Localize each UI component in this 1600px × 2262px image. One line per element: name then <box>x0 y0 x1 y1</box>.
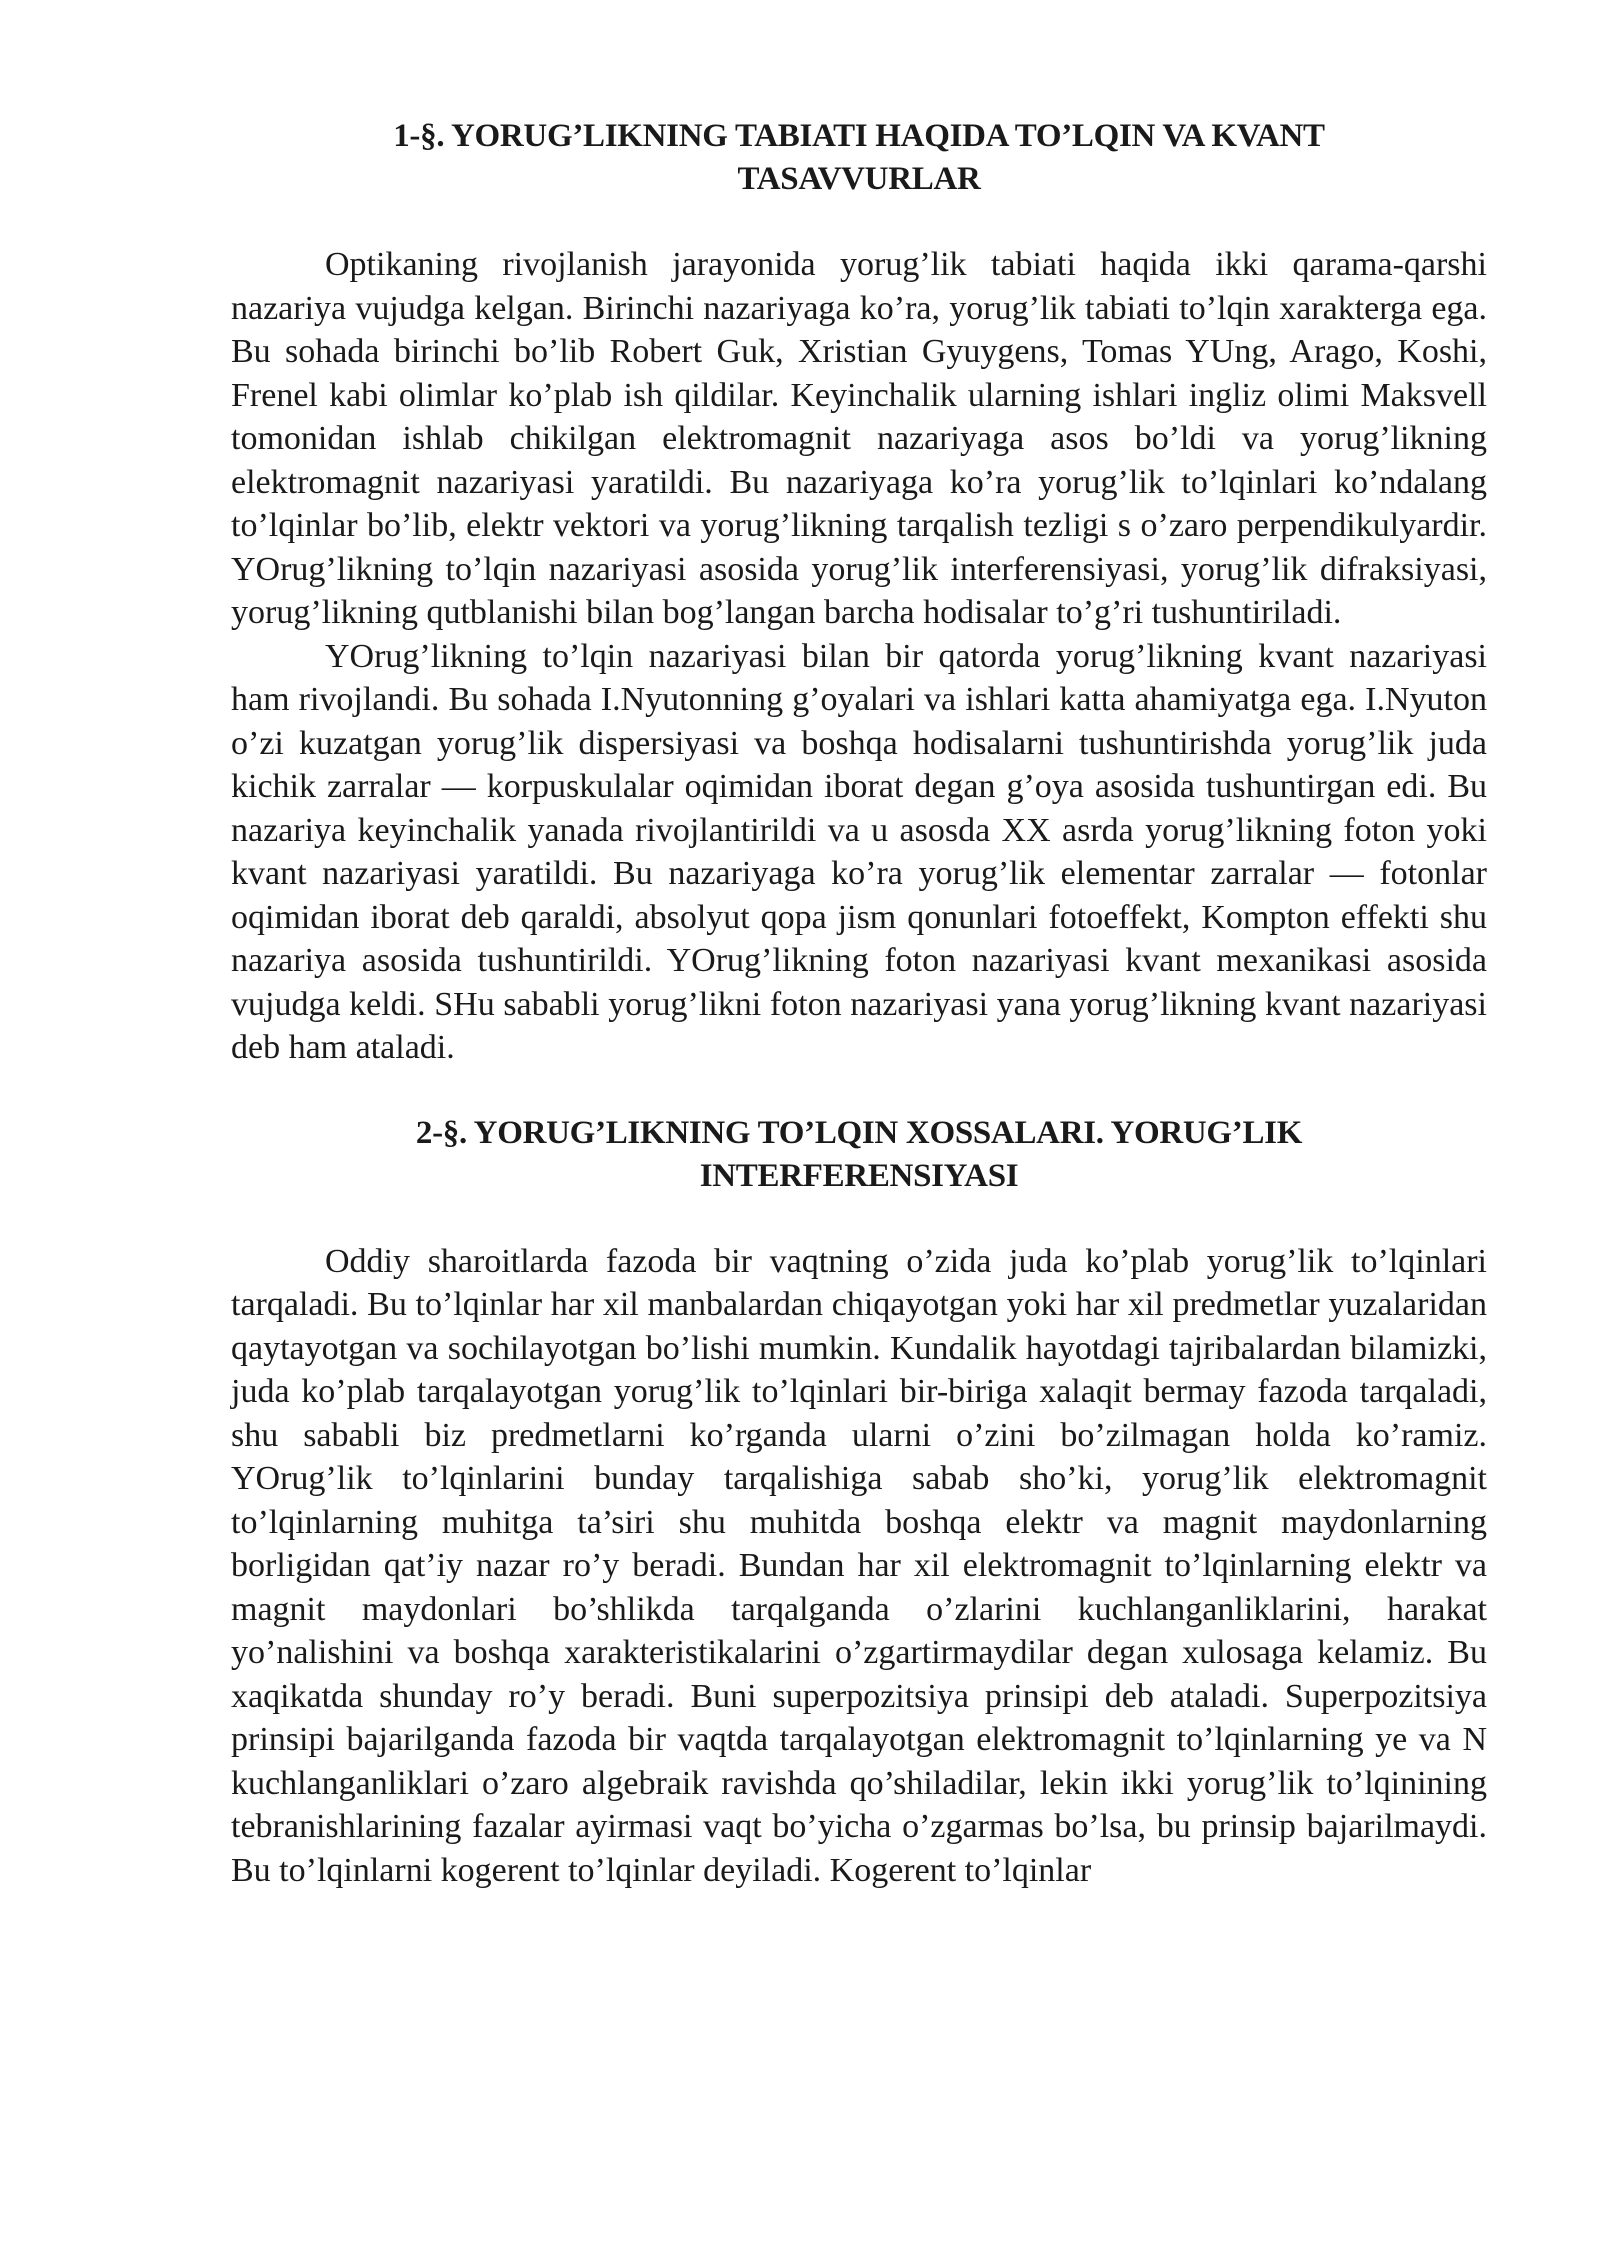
section-1-heading <box>231 115 1487 201</box>
section-1-heading-line-2: TASAVVURLAR <box>737 161 981 197</box>
section-1-paragraph-2: YOrug’likning to’lqin nazariyasi bilan bir qatorda yorug’likning kvant nazariyasi ham rivojlandi. Bu sohada I.Nyutonning g’oyalari va ishlari katta ahamiyatga ega. I.Nyuton o’zi kuzatgan yorug’lik dispersiyasi va boshqa hodisalarni tushuntirishda yorug’lik juda kichik zarralar — korpuskulalar oqimidan iborat degan g’oya asosida tushuntirgan edi. Bu nazariya keyinchalik yanada rivojlantirildi va u asosda XX asrda yorug’likning foton yoki kvant nazariyasi yaratildi. Bu nazariyaga ko’ra yorug’lik elementar zarralar — fotonlar oqimidan iborat deb qaraldi, absolyut qopa jism qonunlari fotoeffekt, Kompton effekti shu nazariya asosida tushuntirildi. YOrug’likning foton nazariyasi kvant mexanikasi asosida vujudga keldi. SHu sababli yorug’likni foton nazariyasi yana yorug’likning kvant nazariyasi deb ham ataladi. <box>231 637 1487 1066</box>
section-2-heading-line-2: INTERFERENSIYASI <box>699 1157 1019 1194</box>
section-1-paragraph-1: Optikaning rivojlanish jarayonida yorug’lik tabiati haqida ikki qarama-qarshi nazariya vujudga kelgan. Birinchi nazariyaga ko’ra, yorug’lik tabiati to’lqin xarakterga ega. Bu sohada birinchi bo’lib Robert Guk, Xristian Gyuygens, Tomas YUng, Arago, Koshi, Frenel kabi olimlar ko’plab ish qildilar. Keyinchalik ularning ishlari ingliz olimi Maksvell tomonidan ishlab chikilgan elektromagnit nazariyaga asos bo’ldi va yorug’likning elektromagnit nazariyasi yaratildi. Bu nazariyaga ko’ra yorug’lik to’lqinlari ko’ndalang to’lqinlar bo’lib, elektr vektori va yorug’likning tarqalish tezligi s o’zaro perpendikulyardir. YOrug’likning to’lqin nazariyasi asosida yorug’lik interferensiyasi, yorug’lik difraksiyasi, yorug’likning qutblanishi bilan bog’langan barcha hodisalar to’g’ri tushuntiriladi. <box>231 246 1487 631</box>
section-1-heading-line-1: 1-§. YORUG’LIKNING TABIATI HAQIDA TO’LQIN VA KVANT <box>393 118 1325 154</box>
section-2-heading <box>231 1112 1487 1198</box>
section-2-heading-line-1: 2-§. YORUG’LIKNING TO’LQIN XOSSALARI. YORUG’LIK <box>415 1114 1303 1151</box>
section-2-paragraph-1: Oddiy sharoitlarda fazoda bir vaqtning o’zida juda ko’plab yorug’lik to’lqinlari tarqaladi. Bu to’lqinlar har xil manbalardan chiqayotgan yoki har xil predmetlar yuzalaridan qaytayotgan va sochilayotgan bo’lishi mumkin. Kundalik hayotdagi tajribalardan bilamizki, juda ko’plab tarqalayotgan yorug’lik to’lqinlari bir-biriga xalaqit bermay fazoda tarqaladi, shu sababli biz predmetlarni ko’rganda ularni o’zini bo’zilmagan holda ko’ramiz. YOrug’lik to’lqinlarini bunday tarqalishiga sabab sho’ki, yorug’lik elektromagnit to’lqinlarning muhitga ta’siri shu muhitda boshqa elektr va magnit maydonlarning borligidan qat’iy nazar ro’y beradi. Bundan har xil elektromagnit to’lqinlarning elektr va magnit maydonlari bo’shlikda tarqalganda o’zlarini kuchlanganliklarini, harakat yo’nalishini va boshqa xarakteristikalarini o’zgartirmaydilar degan xulosaga kelamiz. Bu xaqikatda shunday ro’y beradi. Buni superpozitsiya prinsipi deb ataladi. Superpozitsiya prinsipi bajarilganda fazoda bir vaqtda tarqalayotgan elektromagnit to’lqinlarning ye va N kuchlanganliklari o’zaro algebraik ravishda qo’shiladilar, lekin ikki yorug’lik to’lqinining tebranishlarining fazalar ayirmasi vaqt bo’yicha o’zgarmas bo’lsa, bu prinsip bajarilmaydi. Bu to’lqinlarni kogerent to’lqinlar deyiladi. Kogerent to’lqinlar <box>231 1242 1487 1889</box>
